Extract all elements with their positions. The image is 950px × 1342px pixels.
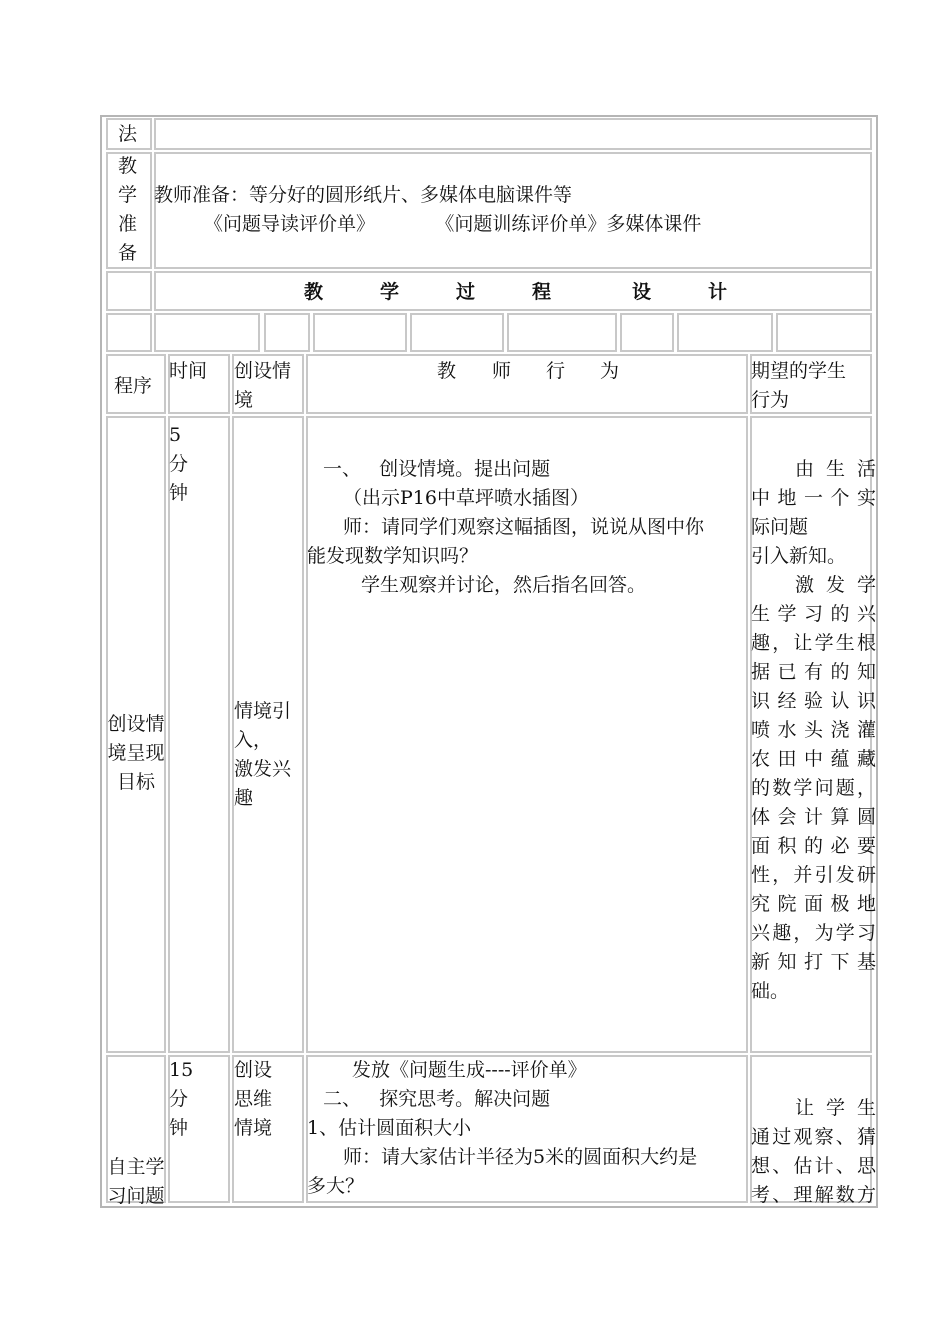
row1-student-line: 激 发 学 [795, 574, 876, 596]
empty-cell [507, 313, 617, 352]
row1-scenario-line: 入， [234, 729, 273, 751]
row1-student-line: 识 经 验 认 识 [751, 690, 876, 712]
row1-procedure [103, 710, 169, 797]
row2-teacher-line: 1、估计圆面积大小 [307, 1117, 472, 1139]
process-title-char: 程 [532, 281, 552, 303]
empty-cell [264, 313, 310, 352]
row2-scenario-line: 情境 [234, 1117, 273, 1139]
row2-student-line: 想、估计、思 [751, 1155, 876, 1177]
row2-procedure-line: 自主学 [107, 1156, 165, 1178]
header-student-line: 行为 [751, 389, 790, 411]
row2-scenario-line: 思维 [234, 1088, 273, 1110]
row1-student-line: 究 院 面 极 地 [751, 893, 876, 915]
row1-time [169, 421, 188, 508]
header-teacher-char: 师 [492, 360, 512, 382]
header-time: 时间 [169, 360, 208, 382]
row2-teacher-line: 发放《问题生成----评价单》 [352, 1059, 587, 1081]
row1-teacher-line: 学生观察并讨论，然后指名回答。 [361, 574, 647, 596]
header-scenario-line: 境 [234, 389, 254, 411]
row2-procedure-line: 习问题 [107, 1185, 165, 1207]
row2-teacher-line: 师：请大家估计半径为5米的圆面积大约是 [343, 1146, 698, 1168]
row1-time-line: 分 [169, 453, 189, 475]
header-teacher-char: 为 [600, 360, 620, 382]
process-title-char: 教 [304, 281, 324, 303]
empty-cell [410, 313, 504, 352]
row2-teacher-line: 多大？ [307, 1175, 365, 1197]
row1-student-line: 体 会 计 算 圆 [751, 806, 876, 828]
row1-student-line: 由 生 活 [795, 458, 876, 480]
row1-student-line: 引入新知。 [751, 545, 847, 567]
preparation-label-char: 准 [118, 213, 138, 235]
row2-time-line: 15 [169, 1059, 194, 1081]
row1-student-line: 农 田 中 蕴 藏 [751, 748, 876, 770]
row1-student-line: 喷 水 头 浇 灌 [751, 719, 876, 741]
row2-student-line: 让 学 生 [795, 1097, 876, 1119]
row2-student-line: 通过观察、猜 [751, 1126, 876, 1148]
row1-teacher-line: （出示P16中草坪喷水插图） [343, 487, 589, 509]
row1-student-line: 新 知 打 下 基 [751, 951, 876, 973]
row1-procedure-line: 境呈现 [107, 742, 165, 764]
method-content-cell [154, 118, 872, 150]
row1-procedure-line: 目标 [116, 771, 155, 793]
row1-scenario [234, 697, 291, 813]
process-title-cell [154, 271, 872, 311]
row1-student-line: 兴趣，为学习 [751, 922, 876, 944]
row1-time-line: 钟 [169, 482, 189, 504]
row2-scenario [234, 1056, 272, 1143]
row2-time-line: 分 [169, 1088, 189, 1110]
preparation-label-char: 教 [118, 155, 138, 177]
header-student-line: 期望的学生 [751, 360, 847, 382]
header-procedure: 程序 [114, 375, 153, 397]
row1-student [751, 455, 876, 1006]
row2-student-line: 考、理解数方 [751, 1184, 876, 1206]
row1-time-line: 5 [169, 424, 182, 446]
row1-student-line: 际问题 [751, 516, 809, 538]
row1-teacher-line: 能发现数学知识吗？ [307, 545, 479, 567]
row1-scenario-line: 激发兴 [234, 758, 292, 780]
process-title-char: 过 [456, 281, 476, 303]
row1-scenario-line: 趣 [234, 787, 254, 809]
header-teacher-cell [306, 354, 748, 414]
header-teacher-char: 行 [546, 360, 566, 382]
row1-student-line: 面 积 的 必 要 [751, 835, 876, 857]
empty-cell [313, 313, 407, 352]
row2-time-line: 钟 [169, 1117, 189, 1139]
process-title-char: 学 [380, 281, 400, 303]
process-title-char: 计 [708, 281, 728, 303]
row1-student-line: 中 地 一 个 实 [751, 487, 876, 509]
row1-student-line: 据 已 有 的 知 [751, 661, 876, 683]
row1-scenario-line: 情境引 [234, 700, 292, 722]
row2-student [751, 1094, 876, 1210]
row2-teacher-line: 二、 探究思考。解决问题 [323, 1088, 551, 1110]
preparation-line-1: 教师准备：等分好的圆形纸片、多媒体电脑课件等 [154, 184, 573, 206]
empty-cell [106, 313, 152, 352]
row1-teacher-line: 一、 创设情境。提出问题 [323, 458, 551, 480]
row1-student-line: 趣，让学生根 [751, 632, 876, 654]
row1-student-line: 础。 [751, 980, 790, 1002]
preparation-label-char: 备 [118, 242, 138, 264]
row2-scenario-line: 创设 [234, 1059, 273, 1081]
row1-time-cell [168, 416, 230, 1053]
process-title-char: 设 [632, 281, 652, 303]
preparation-line-2: 《问题导读评价单》 《问题训练评价单》多媒体课件 [204, 213, 702, 235]
process-title-left-cell [106, 271, 152, 311]
row1-student-line: 性，并引发研 [751, 864, 876, 886]
empty-cell [154, 313, 260, 352]
preparation-label-char: 学 [118, 184, 138, 206]
row1-procedure-line: 创设情 [107, 713, 165, 735]
row1-student-line: 的数学问题， [751, 777, 876, 799]
row1-teacher-line: 师：请同学们观察这幅插图，说说从图中你 [343, 516, 705, 538]
header-teacher-char: 教 [437, 360, 457, 382]
header-scenario-line: 创设情 [234, 360, 292, 382]
empty-cell [620, 313, 674, 352]
method-label: 法 [118, 123, 138, 145]
empty-cell [776, 313, 872, 352]
row1-student-line: 生 学 习 的 兴 [751, 603, 876, 625]
row2-procedure [103, 1153, 169, 1211]
row2-time [169, 1056, 193, 1143]
empty-cell [677, 313, 773, 352]
